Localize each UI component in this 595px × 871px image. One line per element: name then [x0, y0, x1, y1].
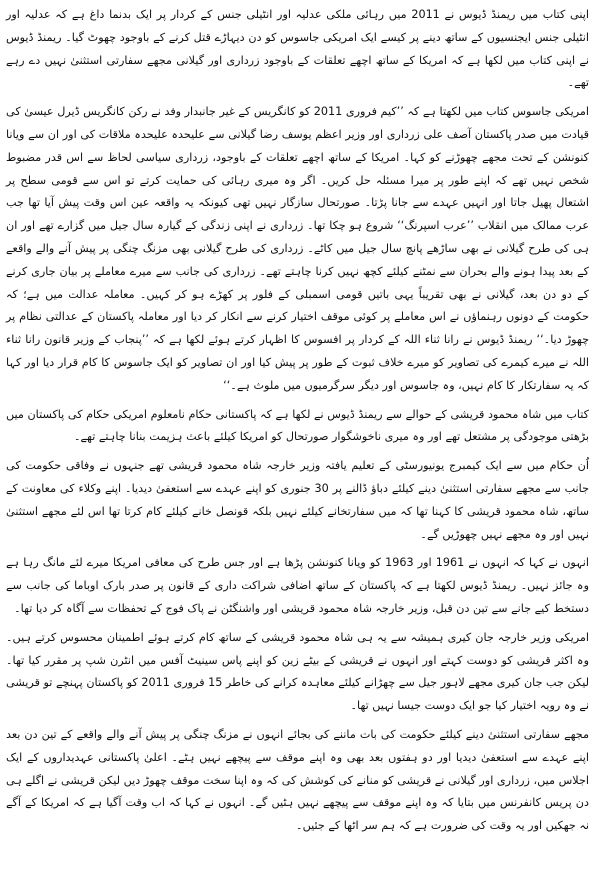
paragraph-1: اپنی کتاب میں ریمنڈ ڈیوس نے 2011 میں رہائی ملکی عدلیہ اور انٹیلی جنس کے کردار پر ایک بدنما داغ ہے کہ عدلیہ اور انٹیلی جنس ایجنسیوں کے ساتھ دینے پر کیسے ایک امریکی جاسوس کو دن دیہاڑے قتل کرنے کے باوجود چھوٹ گیا۔ ریمنڈ ڈیوس نے اپنی کتاب میں لکھا ہے کہ امریکا کے ساتھ اچھے تعلقات کے باوجود زرداری اور گیلانی مجھے سفارتی استثنیٰ نہیں دے رہے تھے۔ — [6, 8, 589, 90]
paragraph-7: مجھے سفارتی استثنیٰ دینے کیلئے حکومت کی بات ماننے کی بجائے انہوں نے مزنگ چنگی پر پیش آنے والے واقعے کے تین دن بعد اپنے عہدے سے استعفیٰ دیدیا اور دو ہفتوں بعد بھی وہ اپنے موقف سے پیچھے نہیں ہٹے۔ اعلیٰ پاکستانی عہدیداروں کے ایک اجلاس میں، زرداری اور گیلانی نے قریشی کو منانے کی کوشش کی کہ وہ اپنا سخت موقف چھوڑ دیں لیکن قریشی نے اگلے ہی دن پریس کانفرنس میں بتایا کہ وہ اپنے موقف سے پیچھے نہیں ہٹیں گے۔ انہوں نے کہا کہ اب وقت آگیا ہے کہ امریکا کے آگے نہ جھکیں اور یہ وقت کی ضرورت ہے کہ ہم سر اٹھا کے جئیں۔ — [6, 727, 589, 833]
paragraph-5: انہوں نے کہا کہ انہوں نے 1961 اور 1963 کو ویانا کنونشن پڑھا ہے اور جس طرح کی معافی امریکا میرے لئے مانگ رہا ہے وہ جائز نہیں۔ ریمنڈ ڈیوس لکھتا ہے کہ پاکستان کے ساتھ اضافی شراکت داری کے قانون پر صدر بارک اوباما کی جانب سے دستخط کیے جانے سے تین دن قبل، وزیر خارجہ شاہ محمود قریشی اور واشنگٹن نے پاک فوج کے تحفظات سے آگاہ کر دیا تھا۔ — [6, 556, 589, 615]
paragraph-2: امریکی جاسوس کتاب میں لکھتا ہے کہ ’’کیم فروری 2011 کو کانگریس کے غیر جانبدار وفد نے رکن کانگریس ڈیرل عیسیٰ کی قیادت میں صدر پاکستان آصف علی زرداری اور وزیر اعظم یوسف رضا گیلانی سے علیحدہ علیحدہ ملاقات کی اور ان سے ویانا کنونشن کے تحت مجھے چھوڑنے کو کہا۔ امریکا کے ساتھ اچھے تعلقات کے باوجود، زرداری سیاسی لحاظ سے اس قدر مضبوط شخص نہیں تھے کہ اپنے طور پر میرا مسئلہ حل کریں۔ اگر وہ میری رہائی کی حمایت کرتے تو اس سے قومی سطح پر اشتعال پھیل جاتا اور انہیں عہدے سے جانا پڑتا۔ صورتحال سازگار نہیں تھی کیونکہ یہ واقعہ عین اس وقت پیش آیا تھا جب عرب ممالک میں انقلاب ’’عرب اسپرنگ‘‘ شروع ہو چکا تھا۔ زرداری نے اپنی زندگی کے گیارہ سال جیل میں گزارے تھے اور ان ہی کی طرح گیلانی نے بھی ساڑھے پانچ سال جیل میں کاٹے۔ زرداری کی طرح گیلانی بھی مزنگ چنگی پر پیش آنے والے واقعے کے بعد پیدا ہونے والے بحران سے نمٹنے کیلئے کچھ نہیں کرنا چاہتے تھے۔ زرداری کی جانب سے میرے معاملے پر بیان جاری کرنے کے دو دن بعد، گیلانی نے بھی تقریباً یہی باتیں قومی اسمبلی کے فلور پر کھڑے ہو کر کہیں۔ معاملہ عدالت میں ہے؛ کہ حکومت کے دونوں رہنماؤں نے اس معاملے پر کوئی موقف اختیار کرنے سے انکار کر دیا اور معاملہ پاکستان کے عدالتی نظام پر چھوڑ دیا۔‘‘ ریمنڈ ڈیوس نے رانا ثناء اللہ کے کردار پر افسوس کا اظہار کرتے ہوئے لکھا ہے کہ ’’پنجاب کے وزیر قانون رانا ثناء اللہ نے میرے کیمرے کی تصاویر کو میرے خلاف ثبوت کے طور پر پیش کیا اور ان تصاویر کو ایک جاسوس کا کام قرار دیا اور کہا کہ یہ سفارتکار کا کام نہیں، وہ جاسوس اور دیگر سرگرمیوں میں ملوث ہے۔‘‘ — [6, 105, 590, 392]
paragraph-6: امریکی وزیر خارجہ جان کیری ہمیشہ سے یہ ہی شاہ محمود قریشی کے ساتھ کام کرتے ہوئے اطمینان محسوس کرتے ہیں۔ وہ اکثر قریشی کو دوست کہتے اور انہوں نے قریشی کے بیٹے زین کو اپنے پاس سینیٹ آفس میں انٹرن شپ پر مقرر کیا تھا۔ لیکن جب جان کیری مجھے لاہور جیل سے چھڑانے کیلئے معاہدہ کرانے کی خاطر 15 فروری 2011 کو پاکستان پہنچے تو قریشی نے وہ رویہ اختیار کیا جو ایک دوست جیسا نہیں تھا۔ — [6, 630, 589, 713]
paragraph-4: اُن حکام میں سے ایک کیمبرج یونیورسٹی کے تعلیم یافتہ وزیر خارجہ شاہ محمود قریشی تھے جنہوں نے وفاقی حکومت کی جانب سے مجھے سفارتی استثنیٰ دینے کیلئے دباؤ ڈالنے پر 30 جنوری کو اپنے عہدے سے استعفیٰ دیدیا۔ اپنے وکلاء کی معاونت کے ساتھ، شاہ محمود قریشی کا کہنا تھا کہ میں سفارتخانے کیلئے نہیں بلکہ قونصل خانے کیلئے کام کرتا تھا اس لئے مجھے استثنیٰ نہیں اور وہ مجھے نہیں چھوڑیں گے۔ — [6, 459, 589, 541]
paragraph-3: کتاب میں شاہ محمود قریشی کے حوالے سے ریمنڈ ڈیوس نے لکھا ہے کہ پاکستانی حکام نامعلوم امریکی حکام کی پاکستان میں بڑھتی موجودگی پر مشتعل تھے اور وہ میری ناخوشگوار صورتحال کو امریکا کیلئے باعث ہزیمت بنانا چاہتے تھے۔ — [6, 407, 589, 444]
